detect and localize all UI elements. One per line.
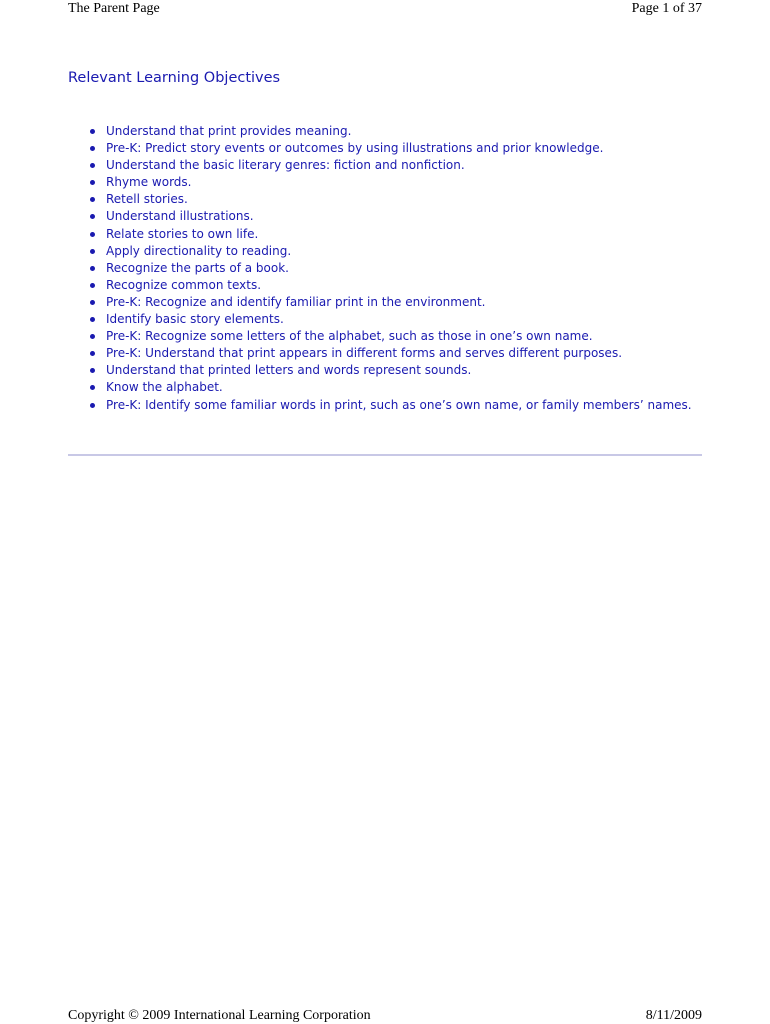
objective-text: Understand that print provides meaning.	[106, 124, 352, 138]
objective-text: Pre-K: Recognize some letters of the alphabet, such as those in one’s own name.	[106, 329, 593, 344]
document-title: The Parent Page	[68, 1, 160, 16]
objective-text: Pre-K: Identify some familiar words in print, such as one’s own name, or family members’ names.	[106, 397, 692, 412]
list-item	[106, 328, 702, 345]
list-item	[106, 260, 702, 277]
list-item	[106, 174, 702, 191]
objective-text: Know the alphabet.	[106, 380, 223, 395]
list-item	[106, 226, 702, 243]
objective-text: Understand that printed letters and words represent sounds.	[106, 363, 472, 378]
bullet-icon	[90, 214, 95, 219]
bullet-icon	[90, 129, 95, 134]
list-item	[106, 157, 702, 174]
objective-text: Pre-K: Understand that print appears in different forms and serves different purposes.	[106, 346, 623, 361]
bullet-icon	[90, 351, 95, 356]
list-item	[106, 243, 702, 260]
list-item	[106, 277, 702, 294]
bullet-icon	[90, 163, 95, 168]
objective-text: Apply directionality to reading.	[106, 243, 292, 258]
bullet-icon	[90, 146, 95, 151]
bullet-icon	[90, 266, 95, 271]
list-item	[106, 208, 702, 225]
objective-text: Recognize common texts.	[106, 277, 262, 292]
list-item	[106, 140, 702, 157]
objective-text: Understand illustrations.	[106, 209, 254, 224]
objective-text: Pre-K: Predict story events or outcomes by using illustrations and prior knowledge.	[106, 141, 604, 156]
list-item	[106, 311, 702, 328]
running-footer	[68, 1008, 702, 1024]
bullet-icon	[90, 385, 95, 390]
section-divider	[68, 454, 702, 456]
objective-text: Pre-K: Recognize and identify familiar print in the environment.	[106, 294, 486, 309]
bullet-icon	[90, 197, 95, 202]
copyright-notice: Copyright © 2009 International Learning Corporation	[68, 1008, 371, 1023]
list-item	[106, 362, 702, 379]
objectives-list	[106, 123, 702, 414]
objective-text: Rhyme words.	[106, 175, 192, 190]
objective-text: Recognize the parts of a book.	[106, 260, 289, 275]
bullet-icon	[90, 403, 95, 408]
bullet-icon	[90, 283, 95, 288]
list-item	[106, 294, 702, 311]
bullet-icon	[90, 368, 95, 373]
page-number: Page 1 of 37	[631, 1, 702, 16]
list-item	[106, 379, 702, 396]
section-title: Relevant Learning Objectives	[68, 70, 281, 86]
bullet-icon	[90, 180, 95, 185]
running-header	[68, 1, 702, 17]
list-item	[106, 397, 702, 414]
objective-text: Retell stories.	[106, 192, 188, 207]
bullet-icon	[90, 249, 95, 254]
objective-text: Relate stories to own life.	[106, 226, 259, 241]
objective-text: Understand the basic literary genres: fiction and nonfiction.	[106, 158, 465, 173]
list-item	[106, 123, 702, 140]
bullet-icon	[90, 334, 95, 339]
list-item	[106, 191, 702, 208]
bullet-icon	[90, 317, 95, 322]
list-item	[106, 345, 702, 362]
objective-text: Identify basic story elements.	[106, 312, 284, 327]
bullet-icon	[90, 232, 95, 237]
print-date: 8/11/2009	[645, 1008, 702, 1023]
bullet-icon	[90, 300, 95, 305]
